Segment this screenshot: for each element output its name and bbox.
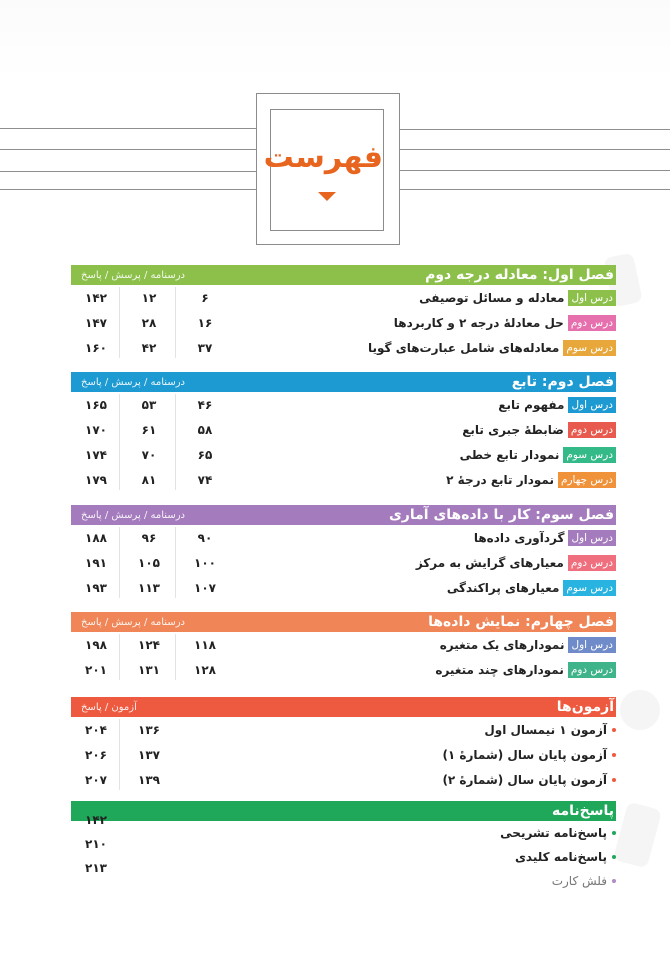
page-number-pasokh: ۲۰۶ <box>85 747 107 762</box>
lesson-title: نمودارهای چند متغیره <box>435 662 564 677</box>
chapter-title: فصل دوم: تابع <box>511 374 614 390</box>
lesson-tag: درس اول <box>568 530 616 546</box>
chapter-title: فصل سوم: کار با داده‌های آماری <box>388 507 614 523</box>
lesson-title: گردآوری داده‌ها <box>473 530 565 545</box>
page-number-darsname: ۱۱۸ <box>194 637 216 652</box>
page-number-porsesh: ۱۱۳ <box>138 580 160 595</box>
lesson-row[interactable] <box>71 657 616 682</box>
answer-title: پاسخ‌نامه کلیدی <box>514 850 607 864</box>
decor-line <box>399 129 670 130</box>
title-frame-inner <box>263 109 384 231</box>
lesson-list <box>71 632 616 682</box>
lesson-tag: درس دوم <box>568 555 616 571</box>
page-number-porsesh: ۵۳ <box>141 397 157 412</box>
decor-line <box>0 171 256 172</box>
page-number-pasokh: ۱۷۰ <box>85 422 107 437</box>
lesson-list <box>71 525 616 600</box>
lesson-row[interactable] <box>71 632 616 657</box>
page-number-porsesh: ۱۰۵ <box>138 555 160 570</box>
exam-title: آزمون پایان سال (شمارهٔ ۲) <box>442 772 607 787</box>
lesson-title: نمودار تابع خطی <box>459 447 560 462</box>
column-divider <box>119 634 120 680</box>
page-number-porsesh: ۲۸ <box>141 315 157 330</box>
lesson-tag: درس دوم <box>568 315 616 331</box>
page-number-porsesh: ۹۶ <box>141 530 157 545</box>
answer-row[interactable] <box>71 861 616 893</box>
page-number-azmoon: ۱۳۶ <box>138 722 160 737</box>
answer-row[interactable] <box>71 813 616 845</box>
answers-section <box>71 801 616 893</box>
answer-row[interactable] <box>71 837 616 869</box>
lesson-row[interactable] <box>71 417 616 442</box>
page-number-pasokh: ۱۹۱ <box>85 555 107 570</box>
page-number-porsesh: ۷۰ <box>141 447 157 462</box>
column-headers: درسنامه / پرسش / پاسخ <box>81 269 185 281</box>
top-background <box>0 0 670 80</box>
page-number: ۲۱۳ <box>85 861 107 875</box>
column-divider <box>175 634 176 680</box>
lesson-title: معادله‌های شامل عبارت‌های گویا <box>368 340 560 355</box>
decor-line <box>0 128 256 129</box>
column-divider <box>119 394 120 490</box>
page-number-darsname: ۱۶ <box>197 315 213 330</box>
chapter-section <box>71 612 616 682</box>
page-number-pasokh: ۲۰۴ <box>85 722 107 737</box>
lesson-tag: درس سوم <box>563 340 616 356</box>
lesson-row[interactable] <box>71 392 616 417</box>
lesson-tag: درس سوم <box>563 447 616 463</box>
chapter-section <box>71 265 616 360</box>
page-number-darsname: ۹۰ <box>197 530 213 545</box>
lesson-title: نمودار تابع درجهٔ ۲ <box>446 472 554 487</box>
column-divider <box>119 719 120 790</box>
lesson-row[interactable] <box>71 525 616 550</box>
lesson-row[interactable] <box>71 550 616 575</box>
page-number-darsname: ۶۵ <box>197 447 213 462</box>
exam-title: آزمون ۱ نیمسال اول <box>484 722 607 737</box>
exams-header[interactable] <box>71 697 616 717</box>
lesson-tag: درس اول <box>568 637 616 653</box>
page-number-darsname: ۶ <box>201 290 209 305</box>
lesson-title: نمودارهای یک متغیره <box>439 637 565 652</box>
decor-line <box>0 149 256 150</box>
bullet-icon <box>612 879 616 883</box>
chapter-header[interactable] <box>71 505 616 525</box>
bullet-icon <box>612 753 616 757</box>
lesson-row[interactable] <box>71 467 616 492</box>
page-number-azmoon: ۱۳۹ <box>138 772 160 787</box>
page-title: فهرست <box>263 140 383 175</box>
exam-row[interactable] <box>71 742 616 767</box>
chapter-header[interactable] <box>71 265 616 285</box>
page-number-darsname: ۷۴ <box>197 472 213 487</box>
page-number: ۲۱۰ <box>85 837 107 851</box>
decor-line <box>0 189 256 190</box>
page-number-porsesh: ۶۱ <box>141 422 157 437</box>
bullet-icon <box>612 831 616 835</box>
page-number-pasokh: ۱۹۳ <box>85 580 107 595</box>
page-number-pasokh: ۱۴۷ <box>85 315 107 330</box>
exam-row[interactable] <box>71 717 616 742</box>
page-number-darsname: ۱۰۰ <box>194 555 216 570</box>
triangle-down-icon <box>318 192 336 201</box>
column-divider <box>119 527 120 598</box>
lesson-tag: درس اول <box>568 290 616 306</box>
page-number-darsname: ۵۸ <box>197 422 213 437</box>
lesson-title: معیارهای گرایش به مرکز <box>415 555 564 570</box>
lesson-title: مفهوم تابع <box>498 397 565 412</box>
page-number-pasokh: ۱۶۵ <box>85 397 107 412</box>
chapter-section <box>71 505 616 600</box>
lesson-list <box>71 392 616 492</box>
chapter-title: فصل اول: معادله درجه دوم <box>425 267 614 283</box>
column-divider <box>175 287 176 358</box>
lesson-row[interactable] <box>71 310 616 335</box>
answer-title: فلش کارت <box>551 874 607 888</box>
decor-line <box>399 170 670 171</box>
page-number-darsname: ۳۷ <box>197 340 213 355</box>
column-divider <box>175 527 176 598</box>
bullet-icon <box>612 728 616 732</box>
page-number-pasokh: ۱۸۸ <box>85 530 107 545</box>
chapter-title: فصل چهارم: نمایش داده‌ها <box>428 614 614 630</box>
page-number-darsname: ۱۰۷ <box>194 580 216 595</box>
lesson-tag: درس سوم <box>563 580 616 596</box>
lesson-row[interactable] <box>71 285 616 310</box>
lesson-tag: درس دوم <box>568 662 616 678</box>
watermark-clock-icon <box>620 690 660 730</box>
exams-title: آزمون‌ها <box>556 699 614 715</box>
page-number-pasokh: ۲۰۱ <box>85 662 107 677</box>
page-number-porsesh: ۴۲ <box>141 340 157 355</box>
lesson-list <box>71 285 616 360</box>
exam-row[interactable] <box>71 767 616 792</box>
lesson-title: حل معادلهٔ درجه ۲ و کاربردها <box>393 315 564 330</box>
lesson-title: معادله و مسائل توصیفی <box>419 290 565 305</box>
chapter-section <box>71 372 616 492</box>
column-divider <box>119 287 120 358</box>
page-number-darsname: ۱۲۸ <box>194 662 216 677</box>
lesson-row[interactable] <box>71 335 616 360</box>
column-headers: درسنامه / پرسش / پاسخ <box>81 376 185 388</box>
page-number-darsname: ۴۶ <box>197 397 213 412</box>
page-number-pasokh: ۱۴۲ <box>85 290 107 305</box>
column-headers: درسنامه / پرسش / پاسخ <box>81 509 185 521</box>
page-number-pasokh: ۱۷۴ <box>85 447 107 462</box>
page-number-pasokh: ۲۰۷ <box>85 772 107 787</box>
lesson-row[interactable] <box>71 575 616 600</box>
title-frame <box>256 93 400 245</box>
page-number-porsesh: ۱۲۴ <box>138 637 160 652</box>
lesson-title: معیارهای پراکندگی <box>446 580 560 595</box>
lesson-row[interactable] <box>71 442 616 467</box>
column-divider <box>175 394 176 490</box>
page-number-pasokh: ۱۷۹ <box>85 472 107 487</box>
watermark-pencil-icon <box>613 801 662 868</box>
page-number-porsesh: ۱۲ <box>141 290 157 305</box>
page-number-azmoon: ۱۳۷ <box>138 747 160 762</box>
lesson-tag: درس اول <box>568 397 616 413</box>
lesson-title: ضابطهٔ جبری تابع <box>462 422 564 437</box>
column-headers: آزمون / پاسخ <box>81 701 137 713</box>
exam-list <box>71 717 616 792</box>
bullet-icon <box>612 778 616 782</box>
chapter-header[interactable] <box>71 372 616 392</box>
bullet-icon <box>612 855 616 859</box>
column-headers: درسنامه / پرسش / پاسخ <box>81 616 185 628</box>
answer-title: پاسخ‌نامه تشریحی <box>500 826 607 840</box>
page-number-pasokh: ۱۹۸ <box>85 637 107 652</box>
decor-line <box>399 149 670 150</box>
exams-section <box>71 697 616 792</box>
page-number-pasokh: ۱۶۰ <box>85 340 107 355</box>
exam-title: آزمون پایان سال (شمارهٔ ۱) <box>442 747 607 762</box>
page-number: ۱۴۲ <box>85 813 107 827</box>
decor-line <box>399 189 670 190</box>
answers-header[interactable] <box>71 801 616 821</box>
answers-title: پاسخ‌نامه <box>551 803 614 819</box>
chapter-header[interactable] <box>71 612 616 632</box>
page-number-porsesh: ۸۱ <box>141 472 157 487</box>
lesson-tag: درس دوم <box>568 422 616 438</box>
lesson-tag: درس چهارم <box>558 472 616 488</box>
page-number-porsesh: ۱۳۱ <box>138 662 160 677</box>
